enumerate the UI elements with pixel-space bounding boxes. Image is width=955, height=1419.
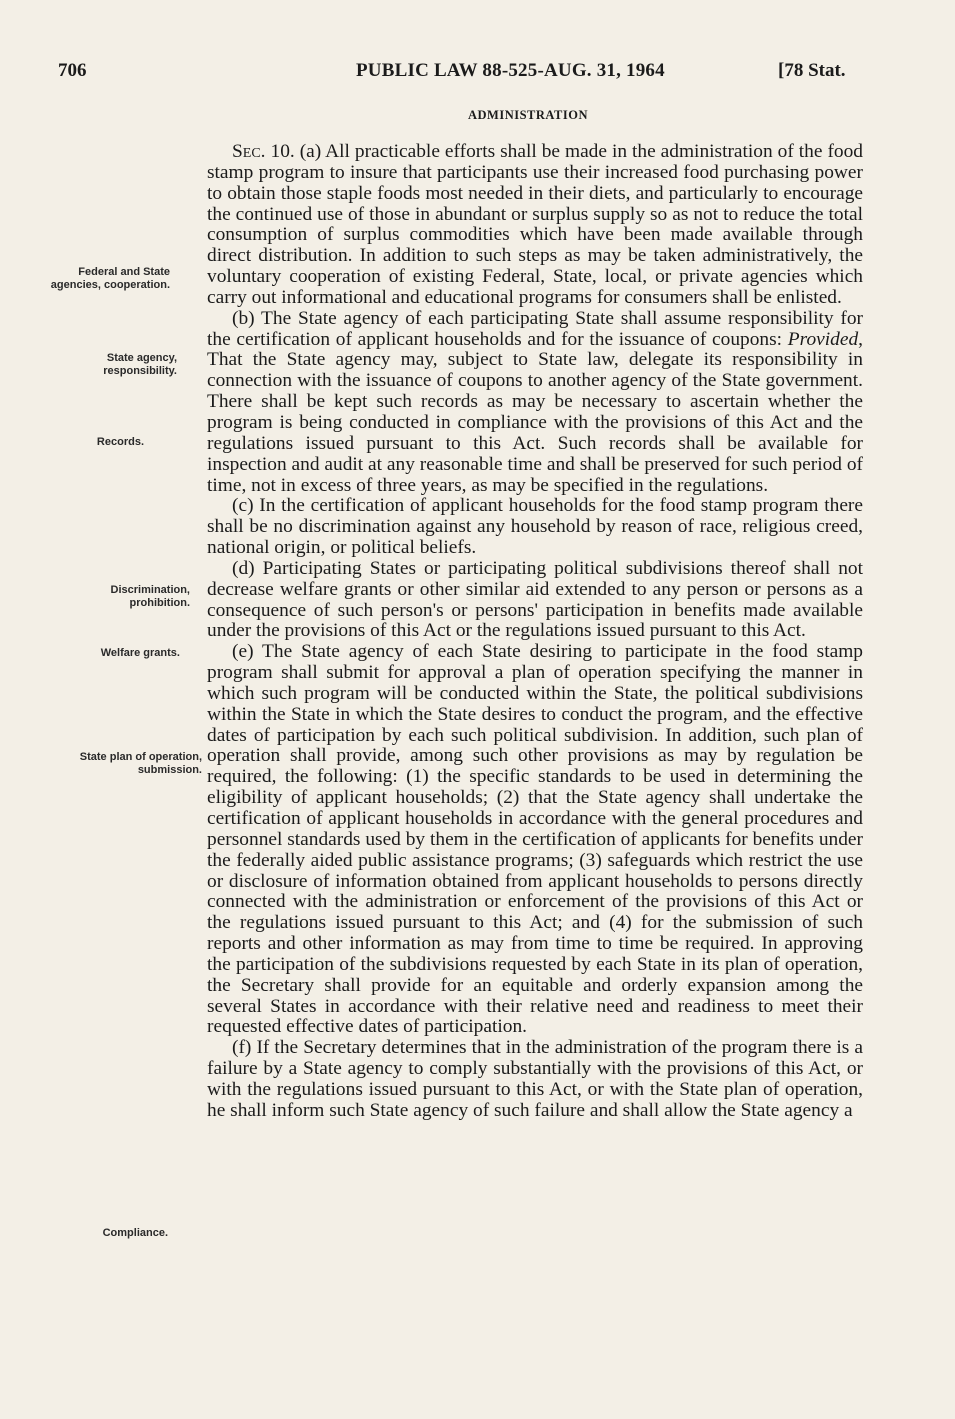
paragraph-e: (e) The State agency of each State desiring to participate in the food stamp program shall submit for approval a plan of operation specifying the manner in which such program will be conducted within the State, the political subdivisions within the State in which the State desires to conduct the program, and the effective dates of participation by each such political subdivision. In addition, such plan of operation shall provide, among such other provisions as may by regulation be required, the following: (1) the specific standards to be used in determining the eligibility of applicant households; (2) that the State agency shall undertake the certification of applicant households in accordance with the general procedures and personnel standards used by them in the certification of applicants for benefits under the federally aided public assistance programs; (3) safeguards which restrict the use or disclosure of information obtained from applicant households to persons directly connected with the administration or enforcement of the provisions of this Act or the regulations issued pursuant to this Act; and (4) for the submission of such reports and other information as may from time to time be required. In approving the participation of the subdivisions requested by each State in its plan of operation, the Secretary shall provide for an equitable and orderly expansion among the several States in accordance with their relative need and readiness to meet their requested effective dates of participation. (207, 641, 863, 1038)
paragraph-c: (c) In the certification of applicant households for the food stamp program there shall be no discrimination against any household by reason of race, religious creed, national origin, or political beliefs. (207, 495, 863, 559)
margin-note-compliance: Compliance. (102, 1227, 168, 1239)
margin-note-records: Records. (96, 436, 144, 448)
paragraph-b: (b) The State agency of each participating State shall assume responsibility for the certification of applicant households and for the issuance of coupons: Provided, That the State agency may, subject to State law, delegate its responsibility in connection with the issuance of coupons to another agency of the State government. There shall be kept such records as may be necessary to ascertain whether the program is being conducted in compliance with the provisions of this Act and the regulations issued pursuant to this Act. Such records shall be available for inspection and audit at any reasonable time and shall be preserved for such period of time, not in excess of three years, as may be specified in the regulations. (207, 307, 863, 496)
paragraph-f: (f) If the Secretary determines that in the administration of the program there is a failure by a State agency to comply substantially with the provisions of this Act, or with the regulations issued pursuant to this Act, or with the State plan of operation, he shall inform such State agency of such failure and shall allow the State agency a (207, 1037, 863, 1121)
section-number: Sec. 10. (232, 141, 295, 162)
margin-note-state-agency-responsibility: State agency, responsibility. (103, 352, 177, 377)
section-heading: ADMINISTRATION (468, 108, 588, 122)
page-number: 706 (58, 60, 87, 81)
statute-reference: [78 Stat. (778, 60, 846, 81)
margin-note-welfare-grants: Welfare grants. (100, 647, 180, 659)
margin-note-federal-state-cooperation: Federal and State agencies, cooperation. (50, 266, 170, 291)
body-text (207, 142, 863, 1122)
margin-note-state-plan-submission: State plan of operation, submission. (79, 751, 202, 776)
margin-note-discrimination-prohibition: Discrimination, prohibition. (110, 584, 190, 609)
running-title: PUBLIC LAW 88-525-AUG. 31, 1964 (356, 60, 665, 81)
paragraph-d: (d) Participating States or participating political subdivisions thereof shall not decrease welfare grants or other similar aid extended to any person or persons as a consequence of such person's or persons' participation in benefits made available under the provisions of this Act or the regulations issued pursuant to this Act. (207, 557, 863, 642)
page-header (0, 60, 955, 88)
provided-term: Provided (787, 328, 859, 350)
paragraph-a: Sec. 10. (a) All practicable efforts shall be made in the administration of the food stamp program to insure that participants use their increased food purchasing power to obtain those staple foods most needed in their diets, and particularly to encourage the continued use of those in abundant or surplus supply so as not to reduce the total consumption of surplus commodities which have been made available through direct distribution. In addition to such steps as may be taken administratively, the voluntary cooperation of existing Federal, State, local, or private agencies which carry out informational and educational programs for consumers shall be enlisted. (207, 141, 863, 308)
